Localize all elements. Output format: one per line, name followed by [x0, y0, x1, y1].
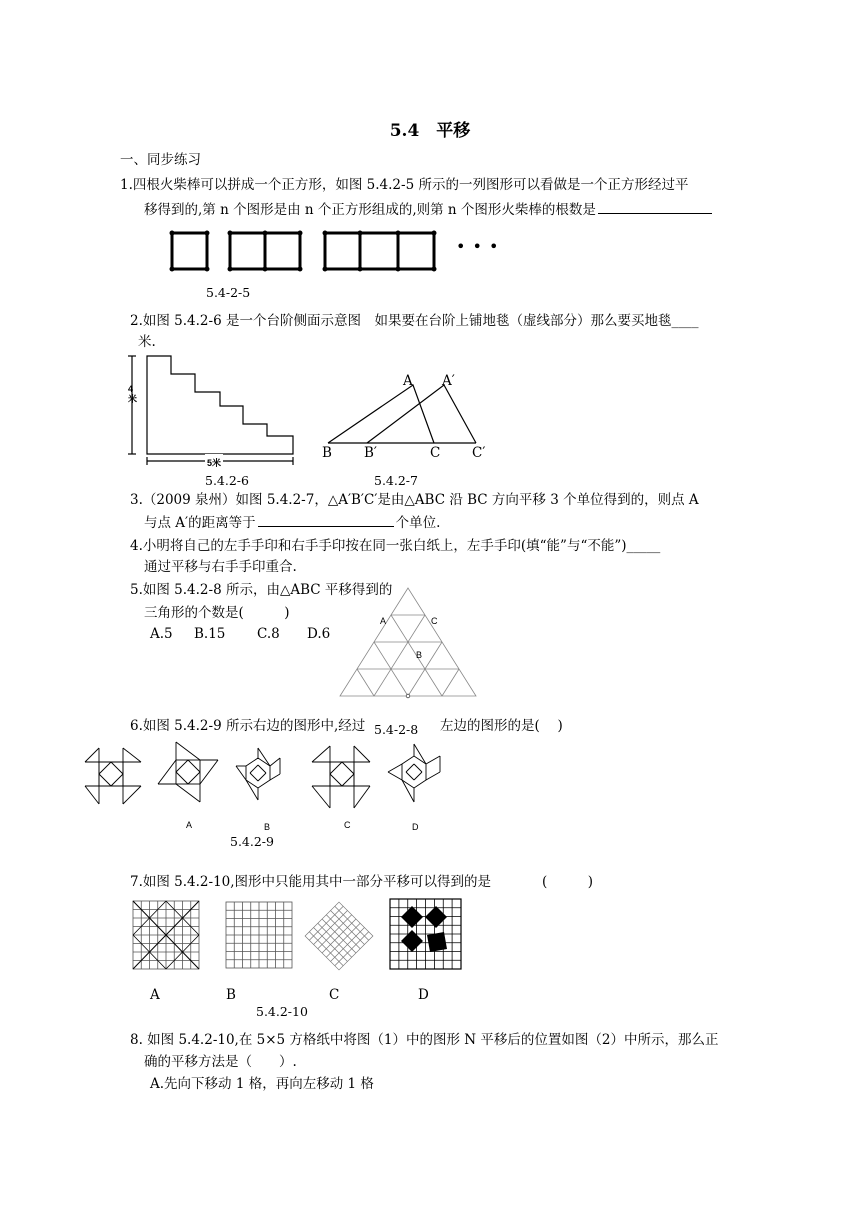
tri-label-C-prime: C′ [472, 445, 486, 461]
q5-option-b[interactable]: B.15 [194, 626, 226, 642]
q6-option-c[interactable]: C [344, 820, 351, 830]
q6-text-a: 6.如图 5.4.2-9 所示右边的图形中,经过 [130, 718, 366, 734]
q3-answer-blank[interactable] [258, 512, 394, 527]
staircase-figure [125, 354, 325, 474]
grid-label-B: B [416, 650, 423, 660]
q3-line2 [144, 512, 440, 532]
tri-label-B-prime: B′ [364, 445, 377, 461]
q1-line1: 1.四根火柴棒可以拼成一个正方形，如图 5.4.2-5 所示的一列图形可以看做是一个正方形经过平 [120, 177, 689, 193]
page-title: 5.4 平移 [389, 121, 471, 141]
staircase-height-label: 4米 [128, 384, 138, 404]
q7-text: 7.如图 5.4.2-10,图形中只能用其中一部分平移可以得到的是 [130, 874, 492, 890]
q1-caption: 5.4-2-5 [206, 285, 251, 300]
triangle-grid-figure [336, 580, 486, 700]
tri-label-B: B [322, 445, 332, 461]
q6-caption: 5.4.2-9 [230, 834, 274, 849]
translated-triangles-figure [320, 375, 520, 455]
q8-option-a[interactable]: A.先向下移动 1 格，再向左移动 1 格 [150, 1076, 374, 1092]
q6-text-b: 左边的图形的是( ) [440, 718, 563, 734]
staircase-width-label: 5米 [205, 454, 223, 472]
q6-option-d[interactable]: D [412, 822, 419, 832]
q8-line2: 确的平移方法是（ ）. [144, 1054, 297, 1070]
q5-option-a[interactable]: A.5 [150, 626, 173, 642]
q7-option-d[interactable]: D [418, 987, 429, 1003]
q4-line1: 4.小明将自己的左手手印和右手手印按在同一张白纸上，左手手印(填“能”与“不能”)_____ [130, 538, 661, 554]
q5-caption: 5.4-2-8 [374, 722, 419, 737]
pinwheel-figures [80, 738, 480, 828]
q1-line2 [144, 199, 712, 219]
q6-option-a[interactable]: A [186, 820, 193, 830]
q5-option-c[interactable]: C.8 [257, 626, 280, 642]
q3-line1: 3.（2009 泉州）如图 5.4.2-7，△A′B′C′是由△ABC 沿 BC 方向平移 3 个单位得到的，则点 A [130, 492, 699, 508]
q1-ellipsis: • • • [456, 237, 500, 256]
q6-option-b[interactable]: B [264, 822, 271, 832]
tri-label-A-prime: A′ [442, 373, 455, 389]
q2-line1: 2.如图 5.4.2-6 是一个台阶侧面示意图 如果要在台阶上铺地毯（虚线部分）那么要买地毯____ [130, 313, 699, 329]
grid-label-C: C [431, 616, 438, 626]
q4-line2: 通过平移与右手手印重合. [144, 559, 297, 575]
tri-label-A: A [403, 373, 413, 389]
tri-label-C: C [430, 445, 441, 461]
q7-paren: ( ) [542, 874, 594, 890]
q2-line2: 米. [138, 334, 156, 350]
matchstick-figure [0, 225, 860, 285]
q7-option-a[interactable]: A [150, 987, 160, 1003]
tri-caption: 5.4.2-7 [374, 473, 418, 488]
q7-figures [130, 898, 470, 973]
q5-line2: 三角形的个数是( ) [144, 605, 290, 621]
q2-caption: 5.4.2-6 [205, 473, 249, 488]
q7-option-b[interactable]: B [226, 987, 236, 1003]
q7-caption: 5.4.2-10 [256, 1004, 308, 1019]
q5-line1: 5.如图 5.4.2-8 所示，由△ABC 平移得到的 [130, 582, 393, 598]
q8-line1: 8. 如图 5.4.2-10,在 5×5 方格纸中将图（1）中的图形 N 平移后的位置如图（2）中所示，那么正 [130, 1032, 719, 1048]
q1-answer-blank[interactable] [598, 199, 712, 214]
q1-line2-text: 移得到的,第 n 个图形是由 n 个正方形组成的,则第 n 个图形火柴棒的根数是 [144, 202, 596, 218]
q3-line2-text-b: 个单位. [395, 515, 441, 531]
q3-line2-text-a: 与点 A′的距离等于 [144, 515, 256, 531]
q5-option-d[interactable]: D.6 [307, 626, 331, 642]
q7-option-c[interactable]: C [329, 987, 340, 1003]
section-heading: 一、同步练习 [120, 152, 201, 168]
grid-label-A: A [380, 616, 387, 626]
